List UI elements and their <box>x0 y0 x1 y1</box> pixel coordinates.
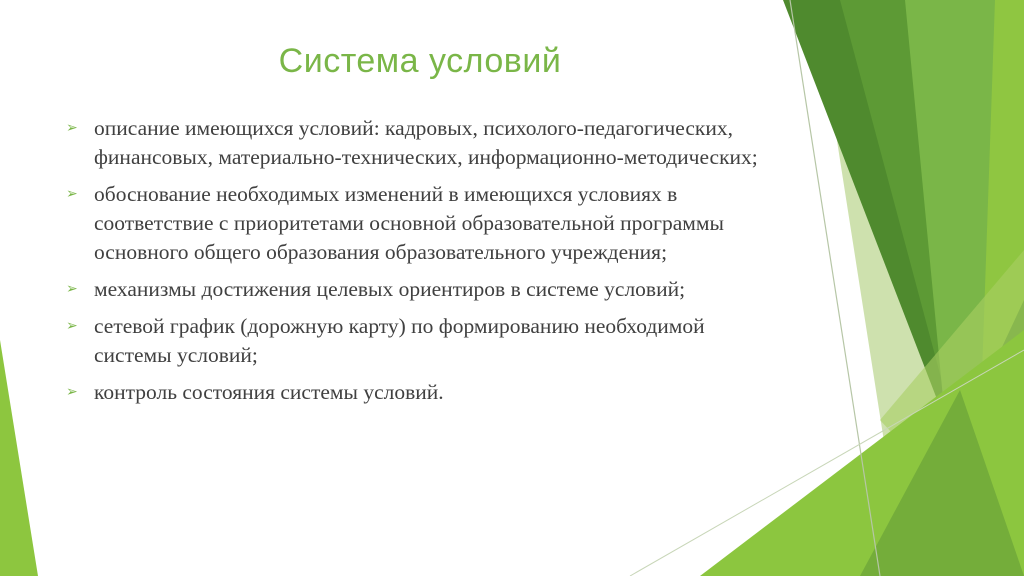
arrowhead-bullet-icon: ➢ <box>66 384 78 400</box>
list-item <box>66 180 786 267</box>
bullet-text: контроль состояния системы условий. <box>94 380 444 404</box>
bullet-list <box>66 114 786 415</box>
arrowhead-bullet-icon: ➢ <box>66 281 78 297</box>
bullet-text: механизмы достижения целевых ориентиров в системе условий; <box>94 277 686 301</box>
list-item <box>66 312 786 370</box>
bullet-text: обоснование необходимых изменений в имеющихся условиях в соответствие с приоритетами основной образовательной программы основного общего образования образовательного учреждения; <box>94 182 724 264</box>
bullet-text: описание имеющихся условий: кадровых, психолого-педагогических, финансовых, материально-технических, информационно-методических; <box>94 116 758 169</box>
arrowhead-bullet-icon: ➢ <box>66 120 78 136</box>
slide-title: Система условий <box>278 42 562 80</box>
list-item <box>66 114 786 172</box>
bullet-text: сетевой график (дорожную карту) по формированию необходимой системы условий; <box>94 314 705 367</box>
list-item <box>66 378 786 407</box>
arrowhead-bullet-icon: ➢ <box>66 186 78 202</box>
arrowhead-bullet-icon: ➢ <box>66 318 78 334</box>
left-edge-triangle <box>0 340 38 576</box>
list-item <box>66 275 786 304</box>
